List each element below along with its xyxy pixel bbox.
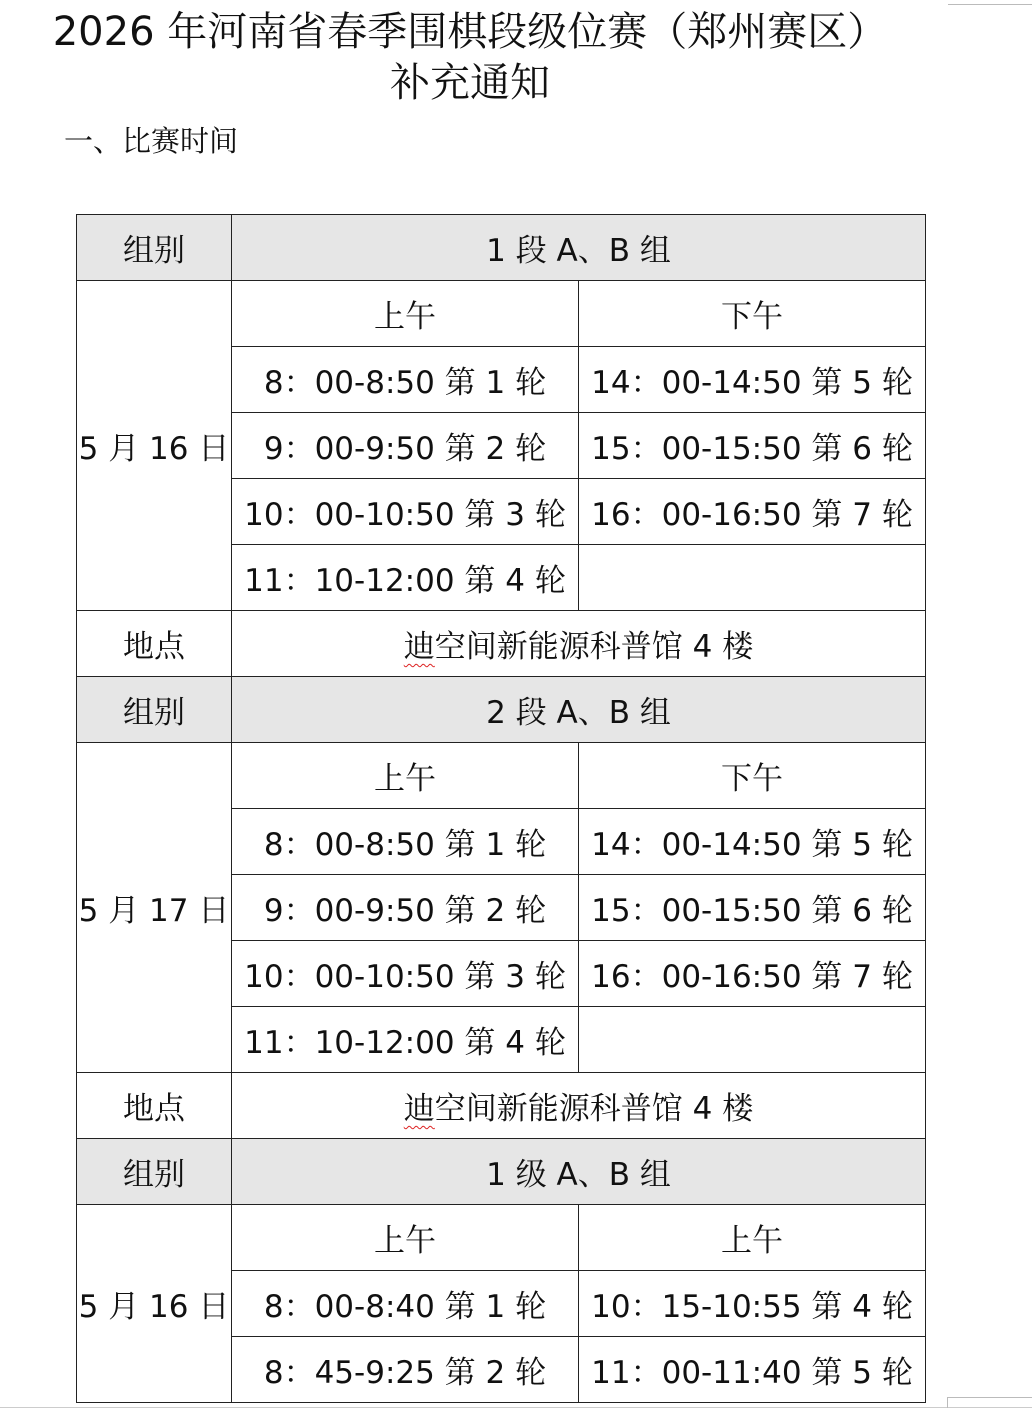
group-label: 组别 bbox=[77, 215, 232, 281]
group-row bbox=[77, 1139, 926, 1205]
schedule-table bbox=[76, 214, 926, 1403]
venue-row bbox=[77, 1073, 926, 1139]
round-cell: 14：00-14:50 第 5 轮 bbox=[579, 347, 926, 413]
session-header-row bbox=[77, 1205, 926, 1271]
venue-row bbox=[77, 611, 926, 677]
round-cell: 11：10-12:00 第 4 轮 bbox=[232, 545, 579, 611]
afternoon-header: 下午 bbox=[579, 281, 926, 347]
spellcheck-flagged-text: 迪 bbox=[403, 629, 435, 665]
group-name: 1 段 A、B 组 bbox=[232, 215, 926, 281]
round-cell: 16：00-16:50 第 7 轮 bbox=[579, 941, 926, 1007]
group-name: 1 级 A、B 组 bbox=[232, 1139, 926, 1205]
venue-text: 空间新能源科普馆 4 楼 bbox=[434, 629, 754, 665]
group-label: 组别 bbox=[77, 1139, 232, 1205]
round-cell: 9：00-9:50 第 2 轮 bbox=[232, 875, 579, 941]
date-cell: 5 月 16 日 bbox=[77, 281, 232, 611]
date-cell: 5 月 16 日 bbox=[77, 1205, 232, 1403]
venue-value bbox=[232, 1073, 926, 1139]
round-cell: 8：00-8:50 第 1 轮 bbox=[232, 347, 579, 413]
round-cell: 14：00-14:50 第 5 轮 bbox=[579, 809, 926, 875]
round-cell: 8：00-8:50 第 1 轮 bbox=[232, 809, 579, 875]
venue-label: 地点 bbox=[77, 611, 232, 677]
group-row bbox=[77, 677, 926, 743]
section-heading: 一、比赛时间 bbox=[64, 124, 239, 158]
morning-header: 上午 bbox=[232, 281, 579, 347]
round-cell: 8：45-9:25 第 2 轮 bbox=[232, 1337, 579, 1403]
group-name: 2 段 A、B 组 bbox=[232, 677, 926, 743]
round-cell bbox=[579, 545, 926, 611]
venue-label: 地点 bbox=[77, 1073, 232, 1139]
page-corner-mark-top bbox=[948, 0, 1032, 5]
afternoon-header: 下午 bbox=[579, 743, 926, 809]
round-cell: 15：00-15:50 第 6 轮 bbox=[579, 875, 926, 941]
date-cell: 5 月 17 日 bbox=[77, 743, 232, 1073]
page-corner-mark-bottom bbox=[947, 1397, 1032, 1408]
morning-header: 上午 bbox=[232, 1205, 579, 1271]
document-subtitle: 补充通知 bbox=[390, 60, 550, 106]
venue-value bbox=[232, 611, 926, 677]
spellcheck-flagged-text: 迪 bbox=[403, 1091, 435, 1127]
round-cell: 9：00-9:50 第 2 轮 bbox=[232, 413, 579, 479]
page-bottom-edge bbox=[0, 1407, 1032, 1408]
round-cell: 10：00-10:50 第 3 轮 bbox=[232, 479, 579, 545]
round-cell: 11：10-12:00 第 4 轮 bbox=[232, 1007, 579, 1073]
round-cell: 11：00-11:40 第 5 轮 bbox=[579, 1337, 926, 1403]
session-header-row bbox=[77, 743, 926, 809]
group-label: 组别 bbox=[77, 677, 232, 743]
round-cell: 10：15-10:55 第 4 轮 bbox=[579, 1271, 926, 1337]
morning-header: 上午 bbox=[232, 743, 579, 809]
round-cell: 15：00-15:50 第 6 轮 bbox=[579, 413, 926, 479]
group-row bbox=[77, 215, 926, 281]
session-header-row bbox=[77, 281, 926, 347]
venue-text: 空间新能源科普馆 4 楼 bbox=[434, 1091, 754, 1127]
round-cell: 16：00-16:50 第 7 轮 bbox=[579, 479, 926, 545]
document-title: 2026 年河南省春季围棋段级位赛（郑州赛区） bbox=[52, 9, 888, 55]
morning-header: 上午 bbox=[579, 1205, 926, 1271]
round-cell: 8：00-8:40 第 1 轮 bbox=[232, 1271, 579, 1337]
round-cell bbox=[579, 1007, 926, 1073]
round-cell: 10：00-10:50 第 3 轮 bbox=[232, 941, 579, 1007]
